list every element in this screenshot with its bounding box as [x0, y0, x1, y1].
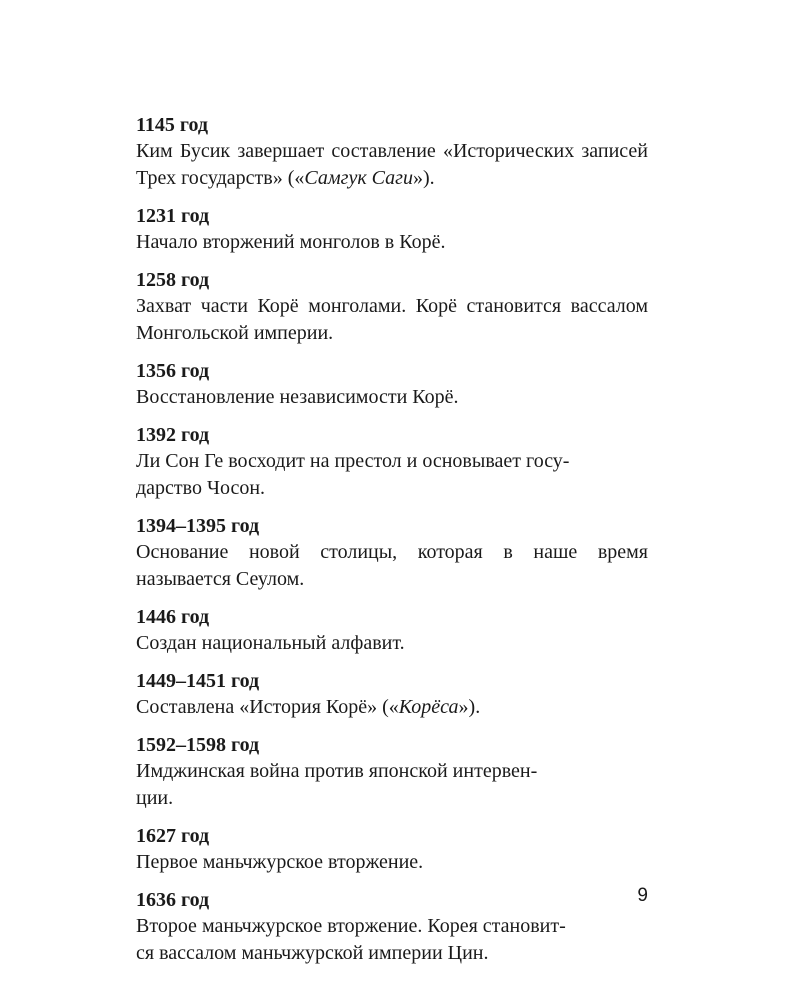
entry-year: 1392 год — [136, 424, 210, 446]
entry-description — [136, 913, 648, 967]
entry-description — [136, 229, 648, 256]
entry-year: 1258 год — [136, 269, 210, 291]
chronology-entry — [136, 422, 648, 502]
entry-year: 1145 год — [136, 114, 209, 136]
entry-text-segment: »). — [412, 167, 435, 189]
entry-text-segment: Восстановление независимости Корё. — [136, 386, 459, 408]
chronology-entry — [136, 732, 648, 812]
chronology-entry — [136, 823, 648, 876]
entry-text-segment: Захват части Корё монголами. Корё становится вассалом Монгольской империи. — [136, 295, 648, 344]
entry-text-segment: Основание новой столицы, которая в наше время называется Сеулом. — [136, 541, 648, 590]
entry-description — [136, 138, 648, 192]
entry-text-segment: »). — [458, 696, 481, 718]
entry-text-segment: Создан национальный алфавит. — [136, 632, 405, 654]
chronology-entry — [136, 668, 648, 721]
entry-year: 1636 год — [136, 889, 210, 911]
entry-text-segment: Начало вторжений монголов в Корё. — [136, 231, 446, 253]
entry-text-segment: Первое маньчжурское вторжение. — [136, 851, 424, 873]
entry-description — [136, 448, 648, 502]
entry-description — [136, 384, 648, 411]
chronology-entry — [136, 112, 648, 192]
entry-year: 1592–1598 год — [136, 734, 260, 756]
entry-year: 1446 год — [136, 606, 210, 628]
entry-description — [136, 630, 648, 657]
entry-year: 1231 год — [136, 205, 210, 227]
entry-description — [136, 293, 648, 347]
entry-year: 1627 год — [136, 825, 210, 847]
entry-text-segment: Ким Бусик завершает составление «Исторических записей Трех государств» (« — [136, 140, 648, 189]
entry-text-segment: Второе маньчжурское вторжение. Корея становит- ся вассалом маньчжурской империи Цин. — [136, 915, 566, 964]
entry-description — [136, 758, 648, 812]
chronology-page — [136, 112, 648, 978]
chronology-entry — [136, 604, 648, 657]
entry-year: 1449–1451 год — [136, 670, 260, 692]
entry-description — [136, 539, 648, 593]
chronology-entry — [136, 513, 648, 593]
entry-year: 1394–1395 год — [136, 515, 260, 537]
entry-text-segment: Составлена «История Корё» (« — [136, 696, 399, 718]
entry-text-segment: Ли Сон Ге восходит на престол и основывает госу- дарство Чосон. — [136, 450, 570, 499]
entry-description — [136, 694, 648, 721]
entry-text-segment: Имджинская война против японской интервен- ции. — [136, 760, 538, 809]
chronology-entry — [136, 358, 648, 411]
chronology-entry — [136, 267, 648, 347]
entry-description — [136, 849, 648, 876]
entry-title-italic: Корёса — [398, 696, 459, 718]
chronology-entry — [136, 887, 648, 967]
page-number: 9 — [637, 885, 648, 906]
chronology-entry — [136, 203, 648, 256]
entry-title-italic: Самгук Саги — [304, 167, 413, 189]
entry-year: 1356 год — [136, 360, 210, 382]
